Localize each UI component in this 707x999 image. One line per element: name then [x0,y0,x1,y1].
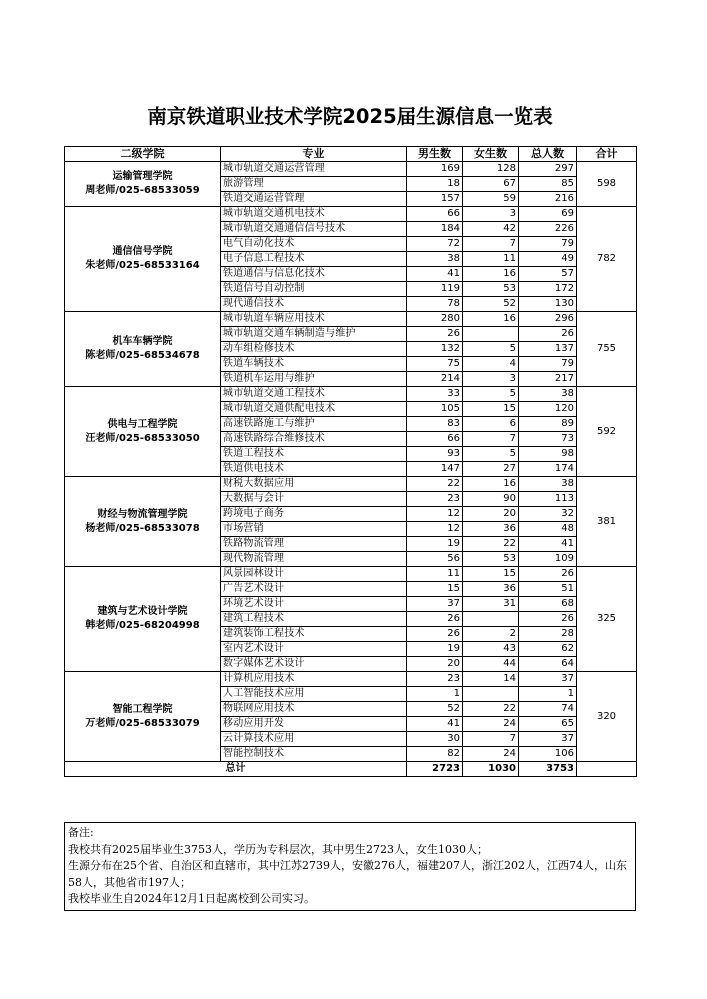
male-count: 11 [407,567,463,582]
grand-total-label: 总计 [65,762,407,777]
total-count: 48 [519,522,577,537]
header-college: 二级学院 [65,147,221,162]
major-name: 旅游管理 [221,177,407,192]
college-cell [65,162,221,207]
college-contact: 陈老师/025-68534678 [85,350,200,361]
total-count: 37 [519,732,577,747]
total-count: 38 [519,387,577,402]
major-name: 大数据与会计 [221,492,407,507]
table-header-row [65,147,637,162]
total-count: 26 [519,327,577,342]
total-count: 73 [519,432,577,447]
male-count: 1 [407,687,463,702]
college-name: 智能工程学院 [112,703,173,715]
college-cell [65,312,221,387]
male-count: 38 [407,252,463,267]
college-name: 供电与工程学院 [107,418,178,430]
female-count: 3 [463,372,519,387]
male-count: 56 [407,552,463,567]
college-contact: 周老师/025-68533059 [85,185,200,196]
major-name: 市场营销 [221,522,407,537]
male-count: 169 [407,162,463,177]
male-count: 19 [407,642,463,657]
total-count: 51 [519,582,577,597]
college-total: 325 [577,567,637,672]
grand-total-empty [577,762,637,777]
female-count: 53 [463,282,519,297]
female-count: 4 [463,357,519,372]
page-title: 南京铁道职业技术学院2025届生源信息一览表 [147,105,553,128]
total-count: 64 [519,657,577,672]
male-count: 105 [407,402,463,417]
college-name: 通信信号学院 [112,246,173,257]
female-count: 7 [463,237,519,252]
grand-total-male: 2723 [407,762,463,777]
female-count: 6 [463,417,519,432]
total-count: 28 [519,627,577,642]
major-name: 城市轨道交通供配电技术 [221,402,407,417]
major-name: 财税大数据应用 [221,477,407,492]
male-count: 157 [407,192,463,207]
female-count: 20 [463,507,519,522]
total-count: 68 [519,597,577,612]
total-count: 130 [519,297,577,312]
total-count: 174 [519,462,577,477]
male-count: 22 [407,477,463,492]
female-count: 15 [463,402,519,417]
major-name: 人工智能技术应用 [221,687,407,702]
total-count: 74 [519,702,577,717]
female-count: 44 [463,657,519,672]
female-count [463,327,519,342]
total-count: 85 [519,177,577,192]
female-count: 7 [463,732,519,747]
male-count: 41 [407,267,463,282]
female-count: 24 [463,747,519,762]
college-contact: 汪老师/025-68533050 [85,432,200,444]
female-count: 36 [463,582,519,597]
notes-line: 我校毕业生自2024年12月1日起离校到公司实习。 [68,892,315,905]
major-name: 物联网应用技术 [221,702,407,717]
female-count: 67 [463,177,519,192]
notes-line: 我校共有2025届毕业生3753人，学历为专科层次，其中男生2723人，女生1030人； [68,842,488,856]
total-count: 172 [519,282,577,297]
total-count: 65 [519,717,577,732]
total-count: 98 [519,447,577,462]
college-total: 598 [577,162,637,207]
major-name: 环境艺术设计 [221,597,407,612]
female-count: 5 [463,387,519,402]
college-cell [65,672,221,762]
male-count: 147 [407,462,463,477]
female-count: 15 [463,567,519,582]
male-count: 119 [407,282,463,297]
female-count: 43 [463,642,519,657]
female-count: 128 [463,162,519,177]
grand-total-count: 3753 [519,762,577,777]
female-count: 11 [463,252,519,267]
college-name: 机车车辆学院 [112,336,173,347]
college-contact: 杨老师/025-68533078 [85,522,200,534]
male-count: 72 [407,237,463,252]
female-count: 22 [463,537,519,552]
male-count: 75 [407,357,463,372]
major-name: 高速铁路综合维修技术 [221,432,407,447]
total-count: 106 [519,747,577,762]
major-name: 建筑工程技术 [221,612,407,627]
table-row [65,672,637,687]
male-count: 12 [407,507,463,522]
college-name: 运输管理学院 [112,171,173,182]
table-row [65,162,637,177]
enrollment-table [64,146,637,777]
major-name: 铁道信号自动控制 [221,282,407,297]
major-name: 城市轨道交通运营管理 [221,162,407,177]
total-count: 79 [519,237,577,252]
college-cell [65,567,221,672]
female-count: 31 [463,597,519,612]
male-count: 33 [407,387,463,402]
major-name: 铁道交通运营管理 [221,192,407,207]
total-count: 38 [519,477,577,492]
female-count [463,687,519,702]
college-cell [65,387,221,477]
total-count: 57 [519,267,577,282]
major-name: 城市轨道交通通信信号技术 [221,222,407,237]
male-count: 23 [407,492,463,507]
major-name: 铁道通信与信息化技术 [221,267,407,282]
major-name: 数字媒体艺术设计 [221,657,407,672]
major-name: 风景园林设计 [221,567,407,582]
total-count: 1 [519,687,577,702]
female-count: 36 [463,522,519,537]
table-row [65,477,637,492]
total-count: 89 [519,417,577,432]
major-name: 电子信息工程技术 [221,252,407,267]
header-female: 女生数 [463,147,519,162]
male-count: 19 [407,537,463,552]
major-name: 城市轨道交通机电技术 [221,207,407,222]
grand-total-female: 1030 [463,762,519,777]
male-count: 23 [407,672,463,687]
header-subtotal: 合计 [577,147,637,162]
female-count: 53 [463,552,519,567]
college-contact: 韩老师/025-68204998 [85,620,200,631]
male-count: 26 [407,327,463,342]
total-count: 109 [519,552,577,567]
major-name: 现代物流管理 [221,552,407,567]
total-count: 217 [519,372,577,387]
header-major: 专业 [221,147,407,162]
notes-box [64,822,636,911]
male-count: 280 [407,312,463,327]
major-name: 城市轨道交通工程技术 [221,387,407,402]
college-total: 381 [577,477,637,567]
male-count: 93 [407,447,463,462]
total-count: 69 [519,207,577,222]
major-name: 云计算技术应用 [221,732,407,747]
total-count: 26 [519,567,577,582]
major-name: 铁道机车运用与维护 [221,372,407,387]
male-count: 184 [407,222,463,237]
male-count: 66 [407,432,463,447]
total-count: 41 [519,537,577,552]
female-count [463,612,519,627]
total-count: 79 [519,357,577,372]
male-count: 20 [407,657,463,672]
major-name: 建筑装饰工程技术 [221,627,407,642]
major-name: 计算机应用技术 [221,672,407,687]
college-cell [65,207,221,312]
female-count: 24 [463,717,519,732]
male-count: 41 [407,717,463,732]
male-count: 37 [407,597,463,612]
total-count: 113 [519,492,577,507]
female-count: 52 [463,297,519,312]
major-name: 广告艺术设计 [221,582,407,597]
female-count: 7 [463,432,519,447]
college-name: 财经与物流管理学院 [97,508,188,520]
major-name: 铁道供电技术 [221,462,407,477]
major-name: 城市轨道车辆应用技术 [221,312,407,327]
college-total: 592 [577,387,637,477]
college-total: 755 [577,312,637,387]
female-count: 16 [463,477,519,492]
table-row [65,207,637,222]
total-count: 62 [519,642,577,657]
male-count: 12 [407,522,463,537]
total-count: 37 [519,672,577,687]
major-name: 室内艺术设计 [221,642,407,657]
grand-total-row [65,762,637,777]
total-count: 216 [519,192,577,207]
female-count: 16 [463,267,519,282]
female-count: 27 [463,462,519,477]
total-count: 296 [519,312,577,327]
major-name: 动车组检修技术 [221,342,407,357]
total-count: 226 [519,222,577,237]
table-row [65,387,637,402]
major-name: 城市轨道交通车辆制造与维护 [221,327,407,342]
female-count: 90 [463,492,519,507]
female-count: 14 [463,672,519,687]
college-total: 320 [577,672,637,762]
table-row [65,312,637,327]
male-count: 214 [407,372,463,387]
total-count: 297 [519,162,577,177]
college-contact: 朱老师/025-68533164 [85,260,200,271]
major-name: 现代通信技术 [221,297,407,312]
table-row [65,567,637,582]
male-count: 30 [407,732,463,747]
female-count: 42 [463,222,519,237]
major-name: 铁路物流管理 [221,537,407,552]
college-cell [65,477,221,567]
female-count: 22 [463,702,519,717]
female-count: 5 [463,342,519,357]
header-male: 男生数 [407,147,463,162]
female-count: 3 [463,207,519,222]
female-count: 5 [463,447,519,462]
major-name: 铁道工程技术 [221,447,407,462]
female-count: 59 [463,192,519,207]
male-count: 132 [407,342,463,357]
total-count: 32 [519,507,577,522]
total-count: 49 [519,252,577,267]
college-total: 782 [577,207,637,312]
major-name: 高速铁路施工与维护 [221,417,407,432]
major-name: 智能控制技术 [221,747,407,762]
major-name: 跨境电子商务 [221,507,407,522]
male-count: 18 [407,177,463,192]
major-name: 铁道车辆技术 [221,357,407,372]
male-count: 66 [407,207,463,222]
total-count: 137 [519,342,577,357]
table-body [65,162,637,777]
total-count: 26 [519,612,577,627]
major-name: 移动应用开发 [221,717,407,732]
major-name: 电气自动化技术 [221,237,407,252]
total-count: 120 [519,402,577,417]
male-count: 82 [407,747,463,762]
male-count: 52 [407,702,463,717]
notes-line: 生源分布在25个省、自治区和直辖市，其中江苏2739人，安徽276人，福建207人，浙江202人，江西74人，山东58人，其他省市197人； [68,859,627,889]
female-count: 16 [463,312,519,327]
notes-heading: 备注: [68,826,94,839]
male-count: 26 [407,627,463,642]
college-name: 建筑与艺术设计学院 [97,606,188,617]
male-count: 15 [407,582,463,597]
college-contact: 万老师/025-68533079 [85,717,200,729]
male-count: 26 [407,612,463,627]
female-count: 2 [463,627,519,642]
male-count: 78 [407,297,463,312]
header-count: 总人数 [519,147,577,162]
male-count: 83 [407,417,463,432]
